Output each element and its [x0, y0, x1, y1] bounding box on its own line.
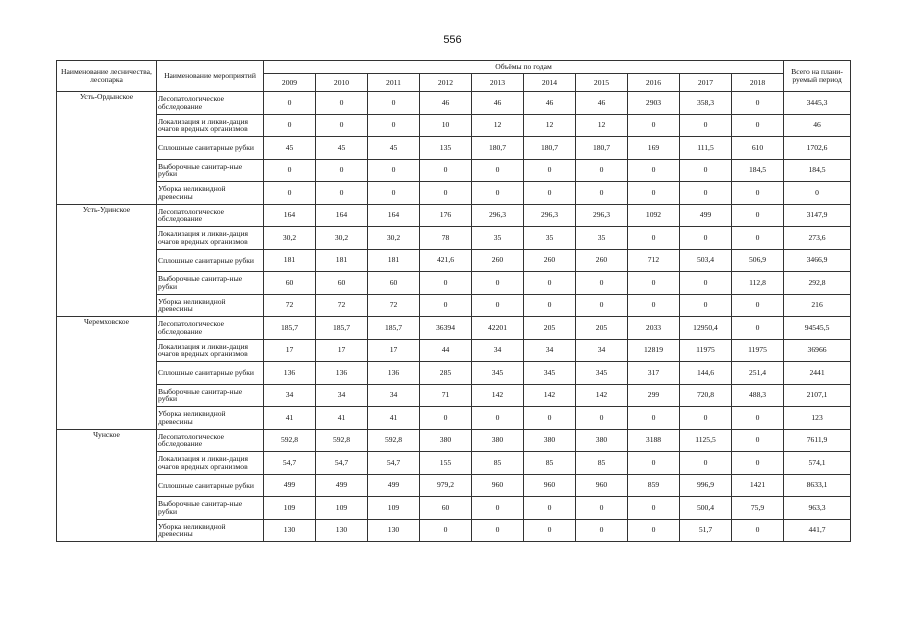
year-value: 610: [732, 137, 784, 160]
header-year: 2017: [680, 74, 732, 92]
year-value: 0: [576, 407, 628, 430]
district-name: Усть-Ордынское: [57, 92, 157, 205]
measure-name: Уборка неликвидной древесины: [157, 182, 264, 205]
year-value: 0: [472, 272, 524, 295]
year-value: 60: [368, 272, 420, 295]
year-value: 503,4: [680, 249, 732, 272]
year-value: 30,2: [264, 227, 316, 250]
measure-name: Уборка неликвидной древесины: [157, 294, 264, 317]
year-value: 0: [680, 407, 732, 430]
year-value: 0: [628, 114, 680, 137]
header-year: 2013: [472, 74, 524, 92]
year-value: 260: [472, 249, 524, 272]
year-value: 0: [472, 182, 524, 205]
year-value: 142: [472, 384, 524, 407]
header-measure: Наименование мероприятий: [157, 61, 264, 92]
year-value: 317: [628, 362, 680, 385]
year-value: 41: [264, 407, 316, 430]
year-value: 0: [732, 294, 784, 317]
year-value: 0: [732, 114, 784, 137]
table-row: [57, 114, 851, 137]
table-row: [57, 249, 851, 272]
year-value: 144,6: [680, 362, 732, 385]
year-value: 2903: [628, 92, 680, 115]
total-value: 2107,1: [784, 384, 851, 407]
year-value: 136: [368, 362, 420, 385]
year-value: 10: [420, 114, 472, 137]
year-value: 41: [316, 407, 368, 430]
year-value: 12: [472, 114, 524, 137]
year-value: 0: [680, 227, 732, 250]
year-value: 109: [368, 497, 420, 520]
year-value: 155: [420, 452, 472, 475]
year-value: 960: [472, 474, 524, 497]
year-value: 185,7: [316, 317, 368, 340]
year-value: 54,7: [316, 452, 368, 475]
measure-name: Сплошные санитарные рубки: [157, 137, 264, 160]
year-value: 34: [524, 339, 576, 362]
year-value: 1125,5: [680, 429, 732, 452]
year-value: 51,7: [680, 519, 732, 542]
year-value: 130: [264, 519, 316, 542]
year-value: 34: [264, 384, 316, 407]
header-district: Наименование лесничества, лесопарка: [57, 61, 157, 92]
year-value: 0: [628, 182, 680, 205]
table-row: [57, 204, 851, 227]
year-value: 0: [524, 497, 576, 520]
year-value: 130: [316, 519, 368, 542]
year-value: 181: [316, 249, 368, 272]
year-value: 0: [680, 272, 732, 295]
year-value: 345: [472, 362, 524, 385]
year-value: 34: [472, 339, 524, 362]
total-value: 46: [784, 114, 851, 137]
year-value: 44: [420, 339, 472, 362]
year-value: 0: [680, 452, 732, 475]
table-row: [57, 339, 851, 362]
year-value: 0: [732, 452, 784, 475]
year-value: 996,9: [680, 474, 732, 497]
measure-name: Выборочные санитар-ные рубки: [157, 159, 264, 182]
year-value: 11975: [732, 339, 784, 362]
header-year: 2014: [524, 74, 576, 92]
year-value: 12950,4: [680, 317, 732, 340]
year-value: 0: [472, 294, 524, 317]
year-value: 0: [628, 227, 680, 250]
year-value: 142: [576, 384, 628, 407]
total-value: 0: [784, 182, 851, 205]
year-value: 46: [524, 92, 576, 115]
table-header: [57, 61, 851, 92]
year-value: 592,8: [264, 429, 316, 452]
total-value: 574,1: [784, 452, 851, 475]
header-year: 2015: [576, 74, 628, 92]
year-value: 60: [420, 497, 472, 520]
district-name: Черемховское: [57, 317, 157, 430]
year-value: 712: [628, 249, 680, 272]
total-value: 94545,5: [784, 317, 851, 340]
year-value: 296,3: [524, 204, 576, 227]
year-value: 180,7: [524, 137, 576, 160]
year-value: 0: [524, 182, 576, 205]
year-value: 78: [420, 227, 472, 250]
year-value: 109: [316, 497, 368, 520]
year-value: 135: [420, 137, 472, 160]
year-value: 0: [420, 407, 472, 430]
year-value: 0: [420, 519, 472, 542]
total-value: 36966: [784, 339, 851, 362]
year-value: 109: [264, 497, 316, 520]
year-value: 0: [524, 519, 576, 542]
measure-name: Локализация и ликви-дация очагов вредных организмов: [157, 227, 264, 250]
year-value: 296,3: [472, 204, 524, 227]
year-value: 0: [264, 92, 316, 115]
measure-name: Лесопатологическое обследование: [157, 92, 264, 115]
year-value: 3188: [628, 429, 680, 452]
year-value: 260: [524, 249, 576, 272]
total-value: 2441: [784, 362, 851, 385]
year-value: 0: [472, 407, 524, 430]
year-value: 164: [316, 204, 368, 227]
year-value: 45: [264, 137, 316, 160]
measure-name: Сплошные санитарные рубки: [157, 474, 264, 497]
year-value: 205: [576, 317, 628, 340]
year-value: 136: [316, 362, 368, 385]
year-value: 75,9: [732, 497, 784, 520]
year-value: 60: [264, 272, 316, 295]
year-value: 345: [576, 362, 628, 385]
year-value: 499: [680, 204, 732, 227]
year-value: 251,4: [732, 362, 784, 385]
year-value: 499: [316, 474, 368, 497]
total-value: 184,5: [784, 159, 851, 182]
header-year: 2018: [732, 74, 784, 92]
year-value: 0: [732, 227, 784, 250]
year-value: 0: [576, 159, 628, 182]
year-value: 0: [732, 519, 784, 542]
measure-name: Сплошные санитарные рубки: [157, 362, 264, 385]
table-row: [57, 429, 851, 452]
year-value: 130: [368, 519, 420, 542]
table-row: [57, 362, 851, 385]
year-value: 285: [420, 362, 472, 385]
year-value: 0: [472, 519, 524, 542]
year-value: 0: [264, 182, 316, 205]
year-value: 34: [368, 384, 420, 407]
year-value: 17: [264, 339, 316, 362]
year-value: 176: [420, 204, 472, 227]
year-value: 0: [680, 114, 732, 137]
year-value: 60: [316, 272, 368, 295]
year-value: 46: [420, 92, 472, 115]
year-value: 500,4: [680, 497, 732, 520]
year-value: 0: [524, 159, 576, 182]
year-value: 185,7: [368, 317, 420, 340]
year-value: 0: [524, 407, 576, 430]
year-value: 54,7: [368, 452, 420, 475]
year-value: 0: [420, 294, 472, 317]
table-row: [57, 317, 851, 340]
year-value: 380: [420, 429, 472, 452]
measure-name: Уборка неликвидной древесины: [157, 519, 264, 542]
header-total: Всего на плани-руемый период: [784, 61, 851, 92]
measure-name: Выборочные санитар-ные рубки: [157, 497, 264, 520]
year-value: 499: [264, 474, 316, 497]
year-value: 42201: [472, 317, 524, 340]
measure-name: Лесопатологическое обследование: [157, 429, 264, 452]
year-value: 380: [524, 429, 576, 452]
year-value: 169: [628, 137, 680, 160]
year-value: 859: [628, 474, 680, 497]
year-value: 12: [576, 114, 628, 137]
table-row: [57, 407, 851, 430]
measure-name: Лесопатологическое обследование: [157, 204, 264, 227]
measure-name: Локализация и ликви-дация очагов вредных организмов: [157, 452, 264, 475]
total-value: 8633,1: [784, 474, 851, 497]
year-value: 41: [368, 407, 420, 430]
year-value: 0: [264, 159, 316, 182]
year-value: 45: [368, 137, 420, 160]
year-value: 181: [264, 249, 316, 272]
table-row: [57, 137, 851, 160]
page-number: 556: [443, 34, 462, 46]
year-value: 0: [628, 497, 680, 520]
table-row: [57, 474, 851, 497]
year-value: 592,8: [316, 429, 368, 452]
year-value: 0: [732, 204, 784, 227]
table-row: [57, 227, 851, 250]
year-value: 0: [472, 497, 524, 520]
year-value: 35: [524, 227, 576, 250]
year-value: 299: [628, 384, 680, 407]
total-value: 441,7: [784, 519, 851, 542]
year-value: 0: [420, 182, 472, 205]
year-value: 0: [524, 272, 576, 295]
table-row: [57, 384, 851, 407]
header-volumes: Объёмы по годам: [264, 61, 784, 74]
year-value: 0: [680, 294, 732, 317]
year-value: 181: [368, 249, 420, 272]
total-value: 292,8: [784, 272, 851, 295]
year-value: 46: [576, 92, 628, 115]
year-value: 0: [316, 114, 368, 137]
year-value: 0: [576, 519, 628, 542]
year-value: 421,6: [420, 249, 472, 272]
year-value: 0: [472, 159, 524, 182]
year-value: 0: [368, 114, 420, 137]
measure-name: Сплошные санитарные рубки: [157, 249, 264, 272]
year-value: 720,8: [680, 384, 732, 407]
year-value: 72: [368, 294, 420, 317]
table-row: [57, 159, 851, 182]
year-value: 0: [628, 452, 680, 475]
year-value: 0: [576, 294, 628, 317]
year-value: 380: [576, 429, 628, 452]
total-value: 7611,9: [784, 429, 851, 452]
table-row: [57, 452, 851, 475]
header-year: 2010: [316, 74, 368, 92]
year-value: 0: [732, 317, 784, 340]
year-value: 54,7: [264, 452, 316, 475]
table-row: [57, 272, 851, 295]
measure-name: Уборка неликвидной древесины: [157, 407, 264, 430]
year-value: 34: [316, 384, 368, 407]
header-year: 2016: [628, 74, 680, 92]
year-value: 112,8: [732, 272, 784, 295]
year-value: 0: [524, 294, 576, 317]
year-value: 72: [316, 294, 368, 317]
year-value: 12: [524, 114, 576, 137]
year-value: 34: [576, 339, 628, 362]
district-name: Усть-Удинское: [57, 204, 157, 317]
year-value: 46: [472, 92, 524, 115]
year-value: 0: [732, 92, 784, 115]
header-year: 2011: [368, 74, 420, 92]
year-value: 0: [316, 92, 368, 115]
year-value: 0: [732, 182, 784, 205]
year-value: 1421: [732, 474, 784, 497]
measure-name: Локализация и ликви-дация очагов вредных организмов: [157, 339, 264, 362]
year-value: 0: [368, 159, 420, 182]
year-value: 960: [524, 474, 576, 497]
year-value: 185,7: [264, 317, 316, 340]
year-value: 30,2: [368, 227, 420, 250]
year-value: 296,3: [576, 204, 628, 227]
year-value: 71: [420, 384, 472, 407]
year-value: 12819: [628, 339, 680, 362]
year-value: 2033: [628, 317, 680, 340]
year-value: 85: [472, 452, 524, 475]
year-value: 506,9: [732, 249, 784, 272]
total-value: 963,3: [784, 497, 851, 520]
year-value: 0: [420, 159, 472, 182]
table-row: [57, 92, 851, 115]
year-value: 0: [628, 407, 680, 430]
year-value: 380: [472, 429, 524, 452]
year-value: 0: [628, 272, 680, 295]
total-value: 273,6: [784, 227, 851, 250]
measure-name: Лесопатологическое обследование: [157, 317, 264, 340]
year-value: 0: [316, 182, 368, 205]
year-value: 488,3: [732, 384, 784, 407]
year-value: 960: [576, 474, 628, 497]
year-value: 979,2: [420, 474, 472, 497]
year-value: 184,5: [732, 159, 784, 182]
year-value: 36394: [420, 317, 472, 340]
year-value: 111,5: [680, 137, 732, 160]
total-value: 216: [784, 294, 851, 317]
year-value: 142: [524, 384, 576, 407]
year-value: 164: [368, 204, 420, 227]
year-value: 11975: [680, 339, 732, 362]
table-row: [57, 294, 851, 317]
table-row: [57, 497, 851, 520]
total-value: 3466,9: [784, 249, 851, 272]
table-body: [57, 92, 851, 542]
total-value: 1702,6: [784, 137, 851, 160]
year-value: 0: [264, 114, 316, 137]
year-value: 136: [264, 362, 316, 385]
measure-name: Локализация и ликви-дация очагов вредных организмов: [157, 114, 264, 137]
year-value: 345: [524, 362, 576, 385]
year-value: 180,7: [472, 137, 524, 160]
year-value: 0: [628, 519, 680, 542]
year-value: 0: [576, 497, 628, 520]
year-value: 85: [576, 452, 628, 475]
year-value: 164: [264, 204, 316, 227]
total-value: 123: [784, 407, 851, 430]
year-value: 180,7: [576, 137, 628, 160]
year-value: 0: [316, 159, 368, 182]
header-year: 2012: [420, 74, 472, 92]
year-value: 0: [368, 92, 420, 115]
year-value: 205: [524, 317, 576, 340]
year-value: 0: [732, 429, 784, 452]
year-value: 0: [680, 159, 732, 182]
year-value: 17: [368, 339, 420, 362]
district-name: Чунское: [57, 429, 157, 542]
year-value: 17: [316, 339, 368, 362]
measure-name: Выборочные санитар-ные рубки: [157, 384, 264, 407]
table-row: [57, 519, 851, 542]
measure-name: Выборочные санитар-ные рубки: [157, 272, 264, 295]
year-value: 35: [472, 227, 524, 250]
year-value: 0: [732, 407, 784, 430]
table-row: [57, 182, 851, 205]
total-value: 3445,3: [784, 92, 851, 115]
year-value: 0: [368, 182, 420, 205]
year-value: 1092: [628, 204, 680, 227]
year-value: 0: [420, 272, 472, 295]
year-value: 0: [628, 294, 680, 317]
year-value: 72: [264, 294, 316, 317]
year-value: 45: [316, 137, 368, 160]
year-value: 35: [576, 227, 628, 250]
year-value: 260: [576, 249, 628, 272]
year-value: 0: [576, 272, 628, 295]
year-value: 358,3: [680, 92, 732, 115]
year-value: 0: [576, 182, 628, 205]
year-value: 592,8: [368, 429, 420, 452]
year-value: 85: [524, 452, 576, 475]
total-value: 3147,9: [784, 204, 851, 227]
year-value: 0: [680, 182, 732, 205]
year-value: 499: [368, 474, 420, 497]
year-value: 0: [628, 159, 680, 182]
forest-measures-table: [56, 60, 851, 542]
header-year: 2009: [264, 74, 316, 92]
year-value: 30,2: [316, 227, 368, 250]
